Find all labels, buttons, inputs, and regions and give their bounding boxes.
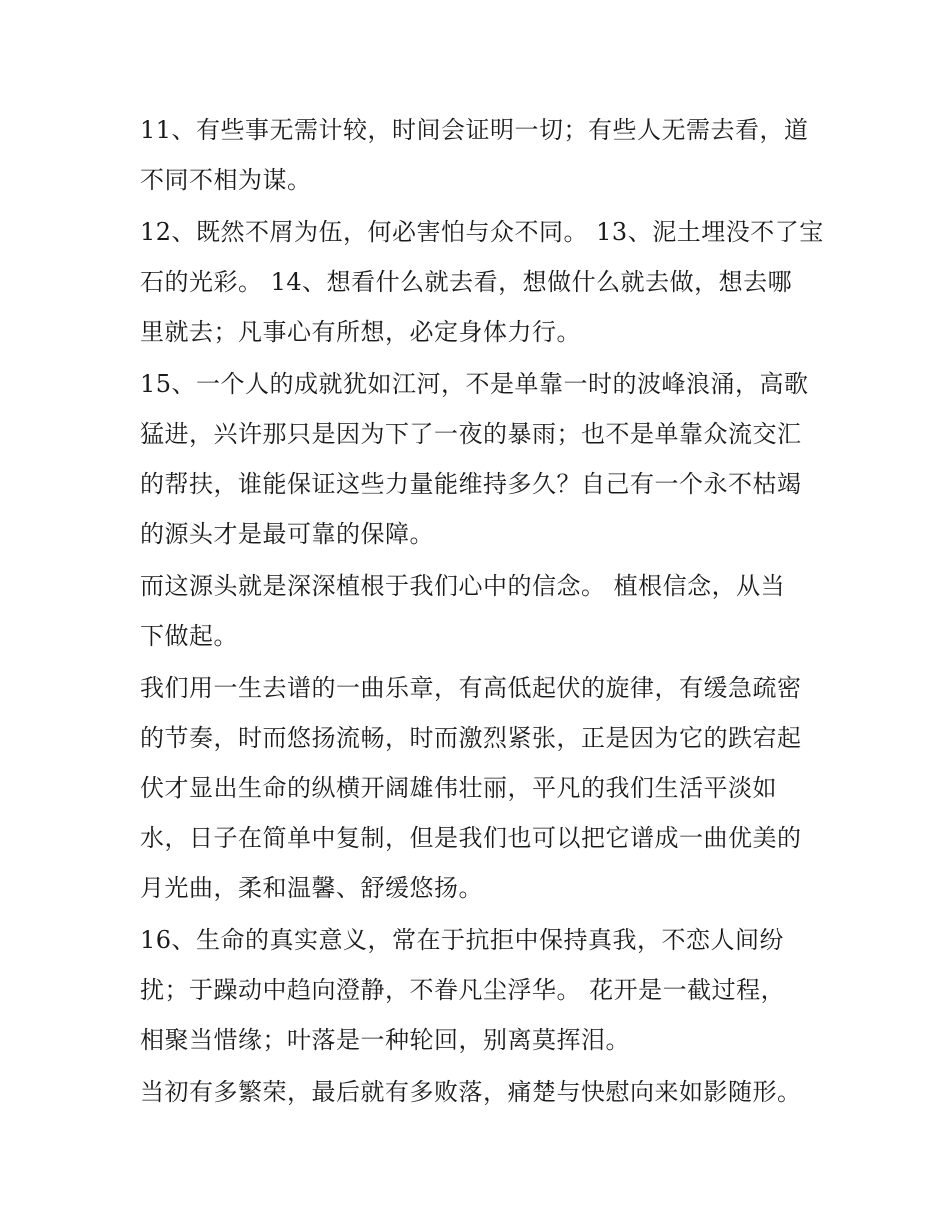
- text-line: 12、既然不屑为伍，何必害怕与众不同。 13、泥土埋没不了宝: [140, 218, 824, 246]
- text-line: 里就去；凡事心有所想，必定身体力行。: [140, 318, 581, 346]
- text-line: 下做起。: [140, 622, 238, 650]
- text-line: 伏才显出生命的纵横开阔雄伟壮丽，平凡的我们生活平淡如: [140, 774, 777, 802]
- text-line: 月光曲，柔和温馨、舒缓悠扬。: [140, 874, 483, 902]
- text-line: 石的光彩。 14、想看什么就去看，想做什么就去做，想去哪: [140, 268, 793, 296]
- text-line: 我们用一生去谱的一曲乐章，有高低起伏的旋律，有缓急疏密: [140, 674, 802, 702]
- text-line: 而这源头就是深深植根于我们心中的信念。 植根信念，从当: [140, 572, 786, 600]
- text-line: 猛进，兴许那只是因为下了一夜的暴雨；也不是单靠众流交汇: [140, 420, 802, 448]
- text-line: 11、有些事无需计较，时间会证明一切；有些人无需去看，道: [140, 116, 809, 144]
- text-line: 相聚当惜缘；叶落是一种轮回，别离莫挥泪。: [140, 1026, 630, 1054]
- text-line: 当初有多繁荣，最后就有多败落，痛楚与快慰向来如影随形。: [140, 1078, 802, 1106]
- text-line: 的源头才是最可靠的保障。: [140, 520, 434, 548]
- text-line: 扰；于躁动中趋向澄静，不眷凡尘浮华。 花开是一截过程，: [140, 976, 786, 1004]
- text-line: 水，日子在简单中复制，但是我们也可以把它谱成一曲优美的: [140, 824, 802, 852]
- text-line: 15、一个人的成就犹如江河，不是单靠一时的波峰浪涌，高歌: [140, 370, 809, 398]
- text-line: 不同不相为谋。: [140, 166, 312, 194]
- text-line: 的节奏，时而悠扬流畅，时而激烈紧张，正是因为它的跌宕起: [140, 724, 802, 752]
- text-line: 的帮扶，谁能保证这些力量能维持多久？自己有一个永不枯竭: [140, 470, 802, 498]
- text-line: 16、生命的真实意义，常在于抗拒中保持真我，不恋人间纷: [140, 926, 785, 954]
